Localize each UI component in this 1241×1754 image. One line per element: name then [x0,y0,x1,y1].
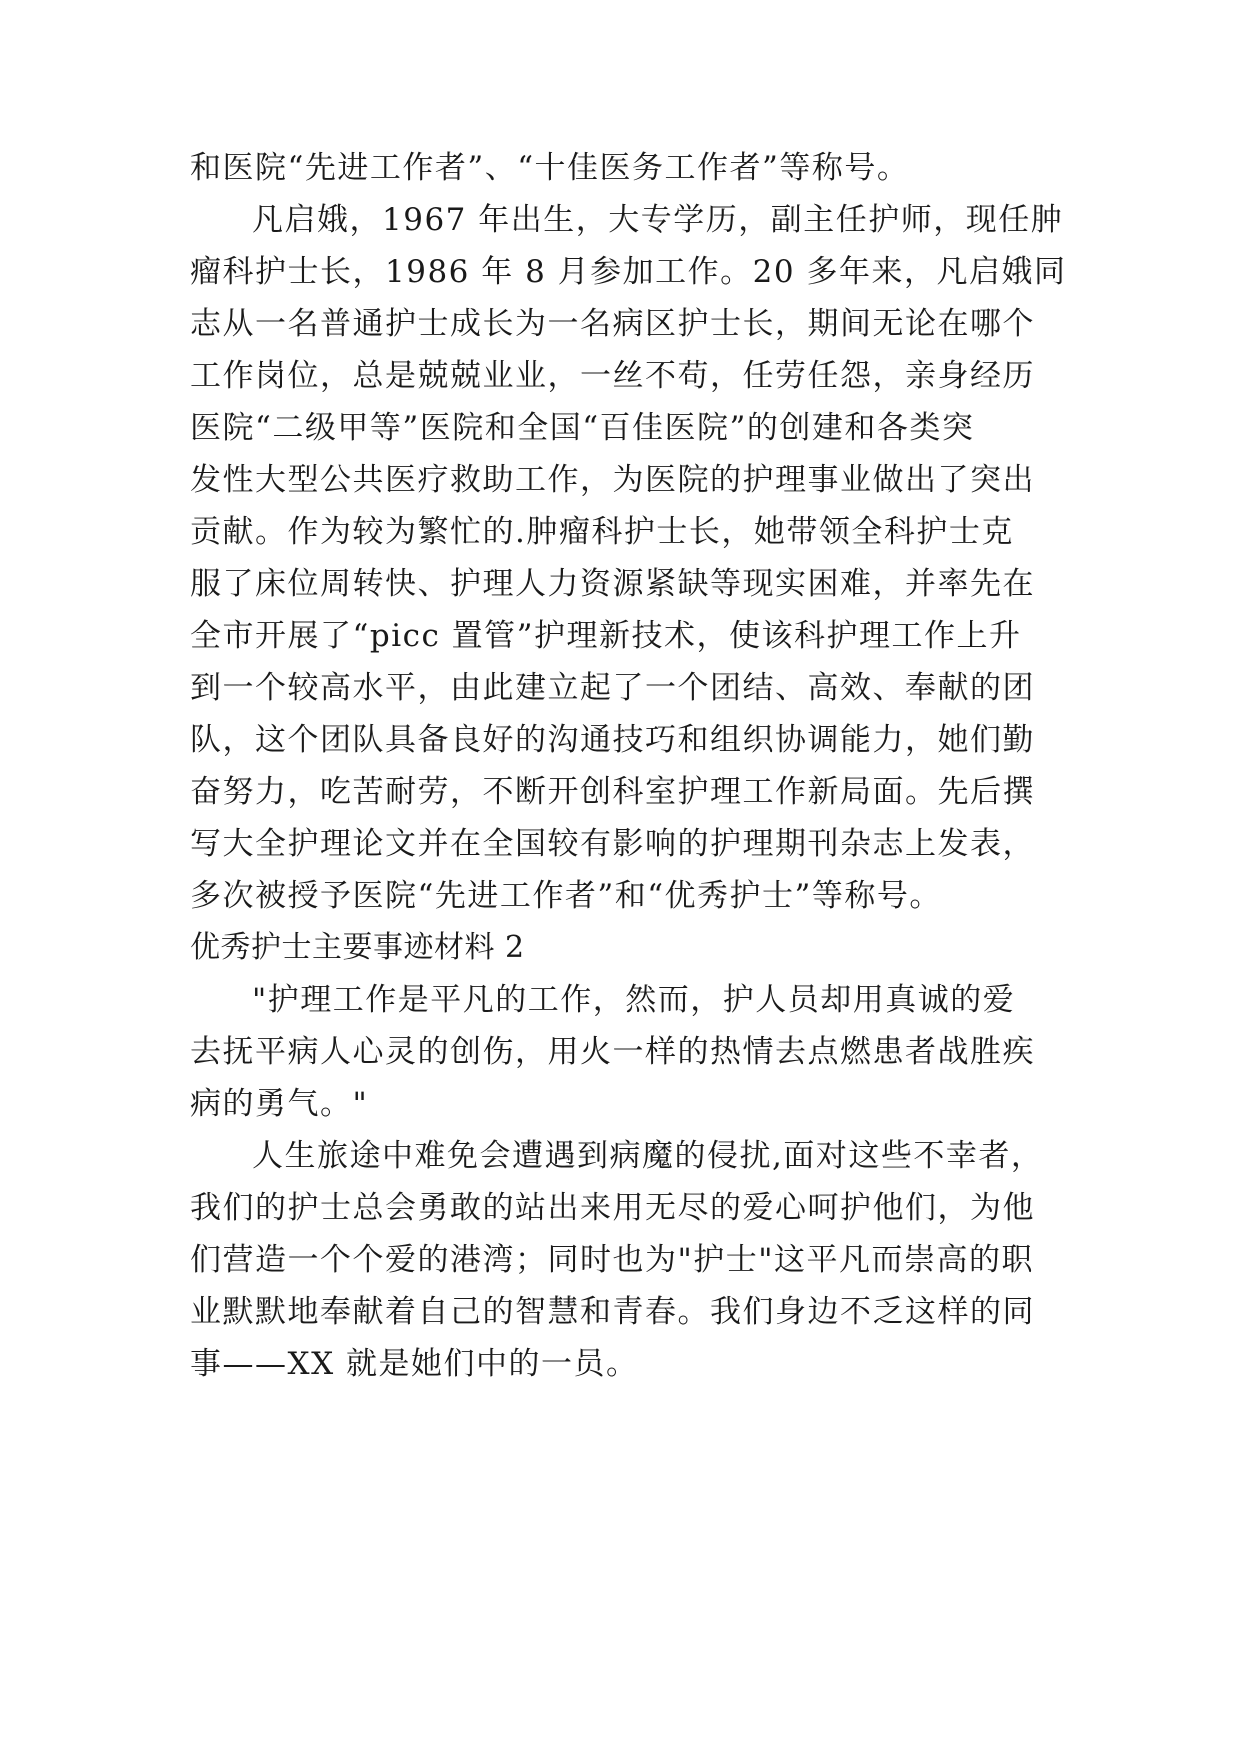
section-heading: 优秀护士主要事迹材料 2 [190,930,525,965]
text-line: 病的勇气。" [190,1086,369,1122]
text-line: 医院“二级甲等”医院和全国“百佳医院”的创建和各类突 [190,410,975,446]
paragraph-first-line: 人生旅途中难免会遭遇到病魔的侵扰,面对这些不幸者， [252,1138,1044,1174]
text-line: 服了床位周转快、护理人力资源紧缺等现实困难，并率先在 [190,566,1035,602]
text-line: 和医院“先进工作者”、“十佳医务工作者”等称号。 [190,150,910,186]
text-line: 奋努力，吃苦耐劳，不断开创科室护理工作新局面。先后撰 [190,774,1035,810]
paragraph-first-line: "护理工作是平凡的工作，然而，护人员却用真诚的爱 [252,982,1016,1018]
text-line: 贡献。作为较为繁忙的.肿瘤科护士长，她带领全科护士克 [190,514,1014,550]
text-line: 多次被授予医院“先进工作者”和“优秀护士”等称号。 [190,878,942,914]
paragraph-first-line: 凡启娥，1967 年出生，大专学历，副主任护师，现任肿 [252,202,1064,238]
text-line: 瘤科护士长，1986 年 8 月参加工作。20 多年来，凡启娥同 [190,254,1067,290]
text-line: 们营造一个个爱的港湾；同时也为"护士"这平凡而崇高的职 [190,1242,1035,1278]
text-line: 我们的护士总会勇敢的站出来用无尽的爱心呵护他们，为他 [190,1190,1035,1226]
text-line: 事——XX 就是她们中的一员。 [190,1346,639,1382]
text-line: 全市开展了“picc 置管”护理新技术，使该科护理工作上升 [190,618,1022,654]
text-line: 业默默地奉献着自己的智慧和青春。我们身边不乏这样的同 [190,1294,1035,1330]
text-line: 到一个较高水平，由此建立起了一个团结、高效、奉献的团 [190,670,1035,706]
text-line: 写大全护理论文并在全国较有影响的护理期刊杂志上发表， [190,826,1035,862]
text-line: 工作岗位，总是兢兢业业，一丝不苟，任劳任怨，亲身经历 [190,358,1035,394]
text-line: 去抚平病人心灵的创伤，用火一样的热情去点燃患者战胜疾 [190,1034,1035,1070]
text-line: 队，这个团队具备良好的沟通技巧和组织协调能力，她们勤 [190,722,1035,758]
text-line: 志从一名普通护士成长为一名病区护士长，期间无论在哪个 [190,306,1035,342]
text-line: 发性大型公共医疗救助工作，为医院的护理事业做出了突出 [190,462,1035,498]
